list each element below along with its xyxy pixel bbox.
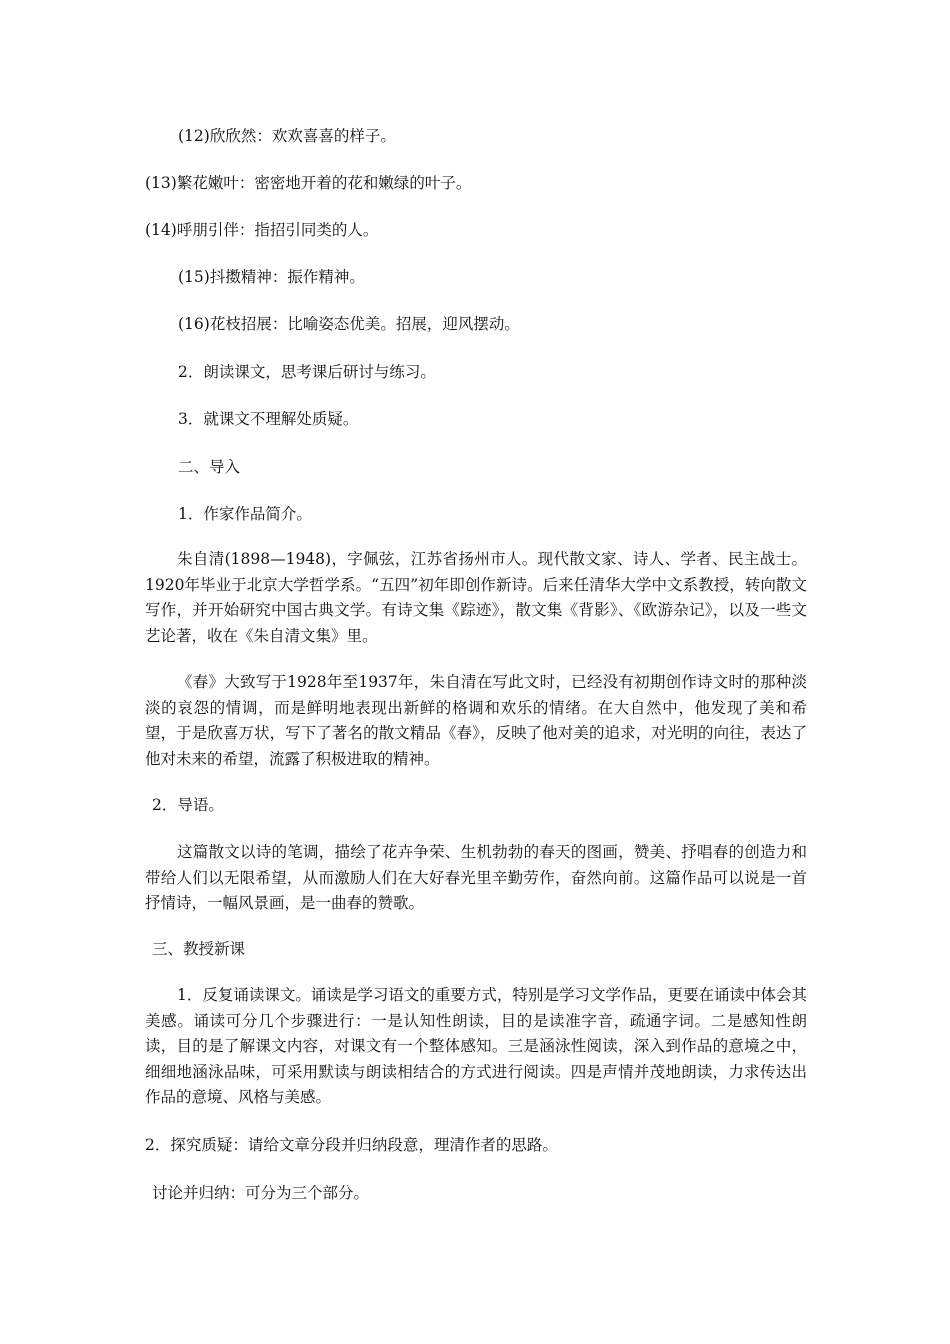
spring-background-paragraph: 《春》大致写于1928年至1937年，朱自清在写此文时，已经没有初期创作诗文时的那种淡淡的哀怨的情调，而是鲜明地表现出新鲜的格调和欢乐的情绪。在大自然中，他发现了美和希望，于是欣喜万状，写下了著名的散文精品《春》，反映了他对美的追求，对光明的向往，表达了他对未来的希望，流露了积极进取的精神。 <box>145 673 807 768</box>
vocab-item-12: (12)欣欣然：欢欢喜喜的样子。 <box>178 127 396 145</box>
step-read-aloud: 2．朗读课文，思考课后研讨与练习。 <box>178 363 436 381</box>
reading-method-paragraph: 1．反复诵读课文。诵读是学习语文的重要方式，特别是学习文学作品，更要在诵读中体会其美感。诵读可分几个步骤进行：一是认知性朗读，目的是读准字音，疏通字词。二是感知性朗读，目的是了解课文内容，对课文有一个整体感知。三是涵泳性阅读，深入到作品的意境之中，细细地涵泳品味，可采用默读与朗读相结合的方式进行阅读。四是声情并茂地朗读，力求传达出作品的意境、风格与美感。 <box>145 986 807 1107</box>
vocab-item-13: (13)繁花嫩叶：密密地开着的花和嫩绿的叶子。 <box>145 174 472 192</box>
discussion-line: 讨论并归纳：可分为三个部分。 <box>152 1184 370 1202</box>
guide-label: 2．导语。 <box>152 796 224 814</box>
step-question: 3．就课文不理解处质疑。 <box>178 410 359 428</box>
author-bio-paragraph: 朱自清(1898—1948)，字佩弦，江苏省扬州市人。现代散文家、诗人、学者、民主战士。1920年毕业于北京大学哲学系。“五四”初年即创作新诗。后来任清华大学中文系教授，转向散文写作，并开始研究中国古典文学。有诗文集《踪迹》，散文集《背影》、《欧游杂记》，以及一些文艺论著，收在《朱自清文集》里。 <box>145 550 807 645</box>
vocab-item-15: (15)抖擞精神：振作精神。 <box>178 268 365 286</box>
vocab-item-16: (16)花枝招展：比喻姿态优美。招展，迎风摆动。 <box>178 315 520 333</box>
author-intro-label: 1．作家作品简介。 <box>178 505 312 523</box>
section-heading-new-lesson: 三、教授新课 <box>152 940 246 958</box>
inquiry-line: 2．探究质疑：请给文章分段并归纳段意，理清作者的思路。 <box>145 1136 558 1154</box>
vocab-item-14: (14)呼朋引伴：指招引同类的人。 <box>145 221 379 239</box>
guide-paragraph: 这篇散文以诗的笔调，描绘了花卉争荣、生机勃勃的春天的图画，赞美、抒唱春的创造力和带给人们以无限希望，从而激励人们在大好春光里辛勤劳作，奋然向前。这篇作品可以说是一首抒情诗，一幅风景画，是一曲春的赞歌。 <box>145 843 807 913</box>
section-heading-intro: 二、导入 <box>178 458 241 476</box>
